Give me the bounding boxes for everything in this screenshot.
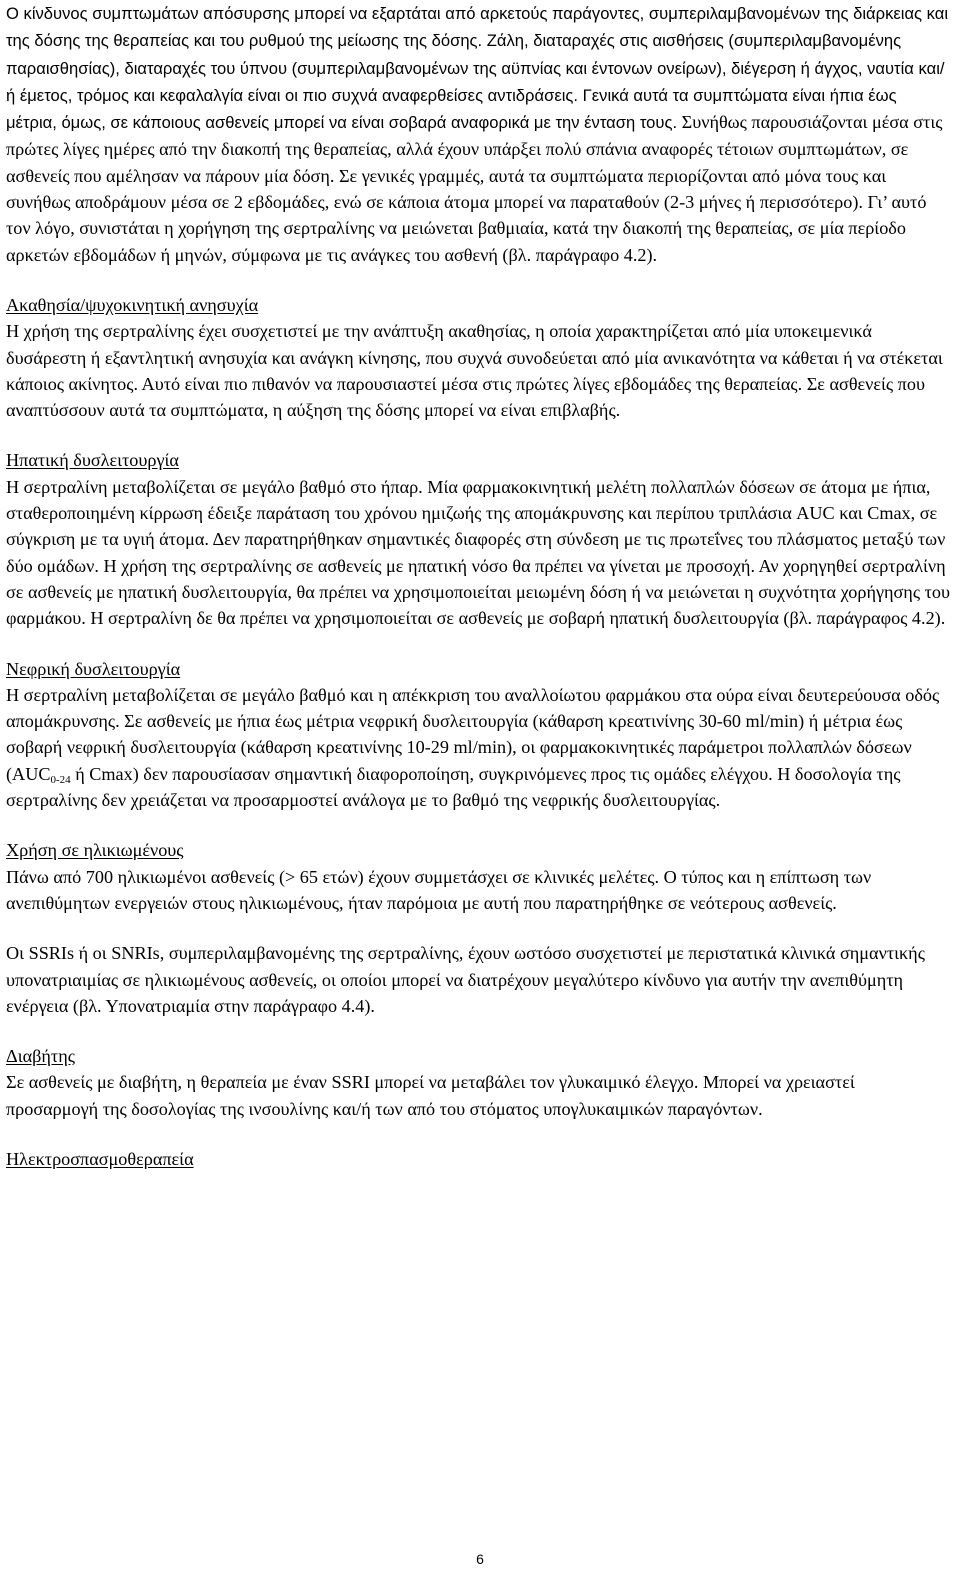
hepatic-heading: Ηπατική δυσλειτουργία bbox=[6, 450, 179, 471]
ect-heading: Ηλεκτροσπασμοθεραπεία bbox=[6, 1148, 194, 1169]
hepatic-section bbox=[6, 447, 950, 631]
withdrawal-duration-text: Συνήθως παρουσιάζονται μέσα στις πρώτες λίγες ημέρες από την διακοπή της θεραπείας, αλλά έχουν υπάρξει πολύ σπάνια αναφορές τέτοιων συμπτωμάτων, σε ασθενείς που αμέλησαν να πάρουν μία δόση. Σε γενικές γραμμές, αυτά τα συμπτώματα περιορίζονται από μόνα τους και συνήθως αποδράμουν μέσα σε 2 εβδομάδες, ενώ σε κάποια άτομα μπορεί να παραταθούν (2-3 μήνες ή περισσότερο). Γι’ αυτό τον λόγο, συνιστάται η χορήγηση της σερτραλίνης να μειώνεται βαθμιαία, κατά την διακοπή της θεραπείας, σε μία περίοδο αρκετών εβδομάδων ή μηνών, σύμφωνα με τις ανάγκες του ασθενή (βλ. παράγραφο 4.2). bbox=[6, 112, 943, 265]
diabetes-text: Σε ασθενείς με διαβήτη, η θεραπεία με έναν SSRI μπορεί να μεταβάλει τον γλυκαιμικό έλεγχο. Μπορεί να χρειαστεί προσαρμογή της δοσολογίας της ινσουλίνης και/ή των από του στόματος υπογλυκαιμικών παραγόντων. bbox=[6, 1072, 855, 1119]
akathisia-section bbox=[6, 292, 950, 423]
document-page bbox=[6, 0, 950, 1196]
renal-section bbox=[6, 656, 950, 814]
renal-text-end: ή Cmax) δεν παρουσίασαν σημαντική διαφοροποίηση, συγκρινόμενες προς τις ομάδες ελέγχου. Η δοσολογία της σερτραλίνης δεν χρειάζεται να προσαρμοστεί ανάλογα με το βαθμό της νεφρικής δυσλειτουργίας. bbox=[6, 763, 901, 811]
elderly-section bbox=[6, 837, 950, 916]
elderly-hyponatremia-paragraph bbox=[6, 940, 950, 1019]
auc-subscript: 0-24 bbox=[50, 773, 71, 786]
elderly-heading: Χρήση σε ηλικιωμένους bbox=[6, 840, 184, 861]
page-number: 6 bbox=[476, 1551, 484, 1567]
withdrawal-paragraph bbox=[6, 0, 950, 268]
renal-heading: Νεφρική δυσλειτουργία bbox=[6, 658, 181, 679]
renal-text-start: Η σερτραλίνη μεταβολίζεται σε μεγάλο βαθμό και η απέκκριση του αναλλοίωτου φαρμάκου στα ούρα είναι δευτερεύουσα οδός απομάκρυνσης. Σε ασθενείς με ήπια έως μέτρια νεφρική δυσλειτουργία (κάθαρση κρεατινίνης 30-60 ml/min) ή μέτρια έως σοβαρή νεφρική δυσλειτουργία (κάθαρση κρεατινίνης 10-29 ml/min), οι φαρμακοκινητικές παράμετροι πολλαπλών δόσεων (AUC bbox=[6, 684, 940, 784]
akathisia-heading: Ακαθησία/ψυχοκινητική ανησυχία bbox=[6, 294, 259, 315]
elderly-text: Πάνω από 700 ηλικιωμένοι ασθενείς (> 65 ετών) έχουν συμμετάσχει σε κλινικές μελέτες. Ο τύπος και η επίπτωση των ανεπιθύμητων ενεργειών στους ηλικιωμένους, ήταν παρόμοια με αυτή που παρατηρήθηκε σε νεότερους ασθενείς. bbox=[6, 866, 872, 913]
hepatic-text: Η σερτραλίνη μεταβολίζεται σε μεγάλο βαθμό στο ήπαρ. Μία φαρμακοκινητική μελέτη πολλαπλών δόσεων σε άτομα με ήπια, σταθεροποιημένη κίρρωση έδειξε παράταση του χρόνου ημιζωής της απομάκρυνσης και περίπου τριπλάσια AUC και Cmax, σε σύγκριση με τα υγιή άτομα. Δεν παρατηρήθηκαν σημαντικές διαφορές στη σύνδεση με τις πρωτεΐνες του πλάσματος μεταξύ των δύο ομάδων. Η χρήση της σερτραλίνης σε ασθενείς με ηπατική νόσο θα πρέπει να γίνεται με προσοχή. Αν χορηγηθεί σερτραλίνη σε ασθενείς με ηπατική δυσλειτουργία, θα πρέπει να χρησιμοποιείται μειωμένη δόση ή να μειώνεται η συχνότητα χορήγησης του φαρμάκου. Η σερτραλίνη δε θα πρέπει να χρησιμοποιείται σε ασθενείς με σοβαρή ηπατική δυσλειτουργία (βλ. παράγραφος 4.2). bbox=[6, 476, 950, 629]
elderly-hyponatremia-text: Οι SSRIs ή οι SNRIs, συμπεριλαμβανομένης της σερτραλίνης, έχουν ωστόσο συσχετιστεί με περιστατικά κλινικά σημαντικής υπονατριαιμίας σε ηλικιωμένους ασθενείς, οι οποίοι μπορεί να διατρέχουν μεγαλύτερο κίνδυνο για αυτήν την ανεπιθύμητη ενέργεια (βλ. Υπονατριαμία στην παράγραφο 4.4). bbox=[6, 943, 925, 1016]
diabetes-heading: Διαβήτης bbox=[6, 1046, 75, 1067]
akathisia-text: Η χρήση της σερτραλίνης έχει συσχετιστεί με την ανάπτυξη ακαθησίας, η οποία χαρακτηρίζεται από μία υποκειμενικά δυσάρεστη ή εξαντλητική ανησυχία και ανάγκη κίνησης, που συχνά συνοδεύεται από μία ανικανότητα να κάθεται ή να στέκεται κάποιος ακίνητος. Αυτό είναι πιο πιθανόν να παρουσιαστεί μέσα στις πρώτες λίγες εβδομάδες της θεραπείας. Σε ασθενείς που αναπτύσσουν αυτά τα συμπτώματα, η αύξηση της δόσης μπορεί να είναι επιβλαβής. bbox=[6, 321, 943, 421]
ect-section bbox=[6, 1146, 950, 1172]
diabetes-section bbox=[6, 1043, 950, 1122]
withdrawal-symptoms-text: Ο κίνδυνος συμπτωμάτων απόσυρσης μπορεί να εξαρτάται από αρκετούς παράγοντες, συμπεριλαμβανομένων της διάρκειας και της δόσης της θεραπείας και του ρυθμού της μείωσης της δόσης. Ζάλη, διαταραχές στις αισθήσεις (συμπεριλαμβανομένης παραισθησίας), διαταραχές του ύπνου (συμπεριλαμβανομένων της αϋπνίας και έντονων ονείρων), διέγερση ή άγχος, ναυτία και/ή έμετος, τρόμος και κεφαλαλγία είναι οι πιο συχνά αναφερθείσες αντιδράσεις. Γενικά αυτά τα συμπτώματα είναι ήπια έως μέτρια, όμως, σε κάποιους ασθενείς μπορεί να είναι σοβαρά αναφορικά με την ένταση τους. bbox=[6, 4, 949, 133]
